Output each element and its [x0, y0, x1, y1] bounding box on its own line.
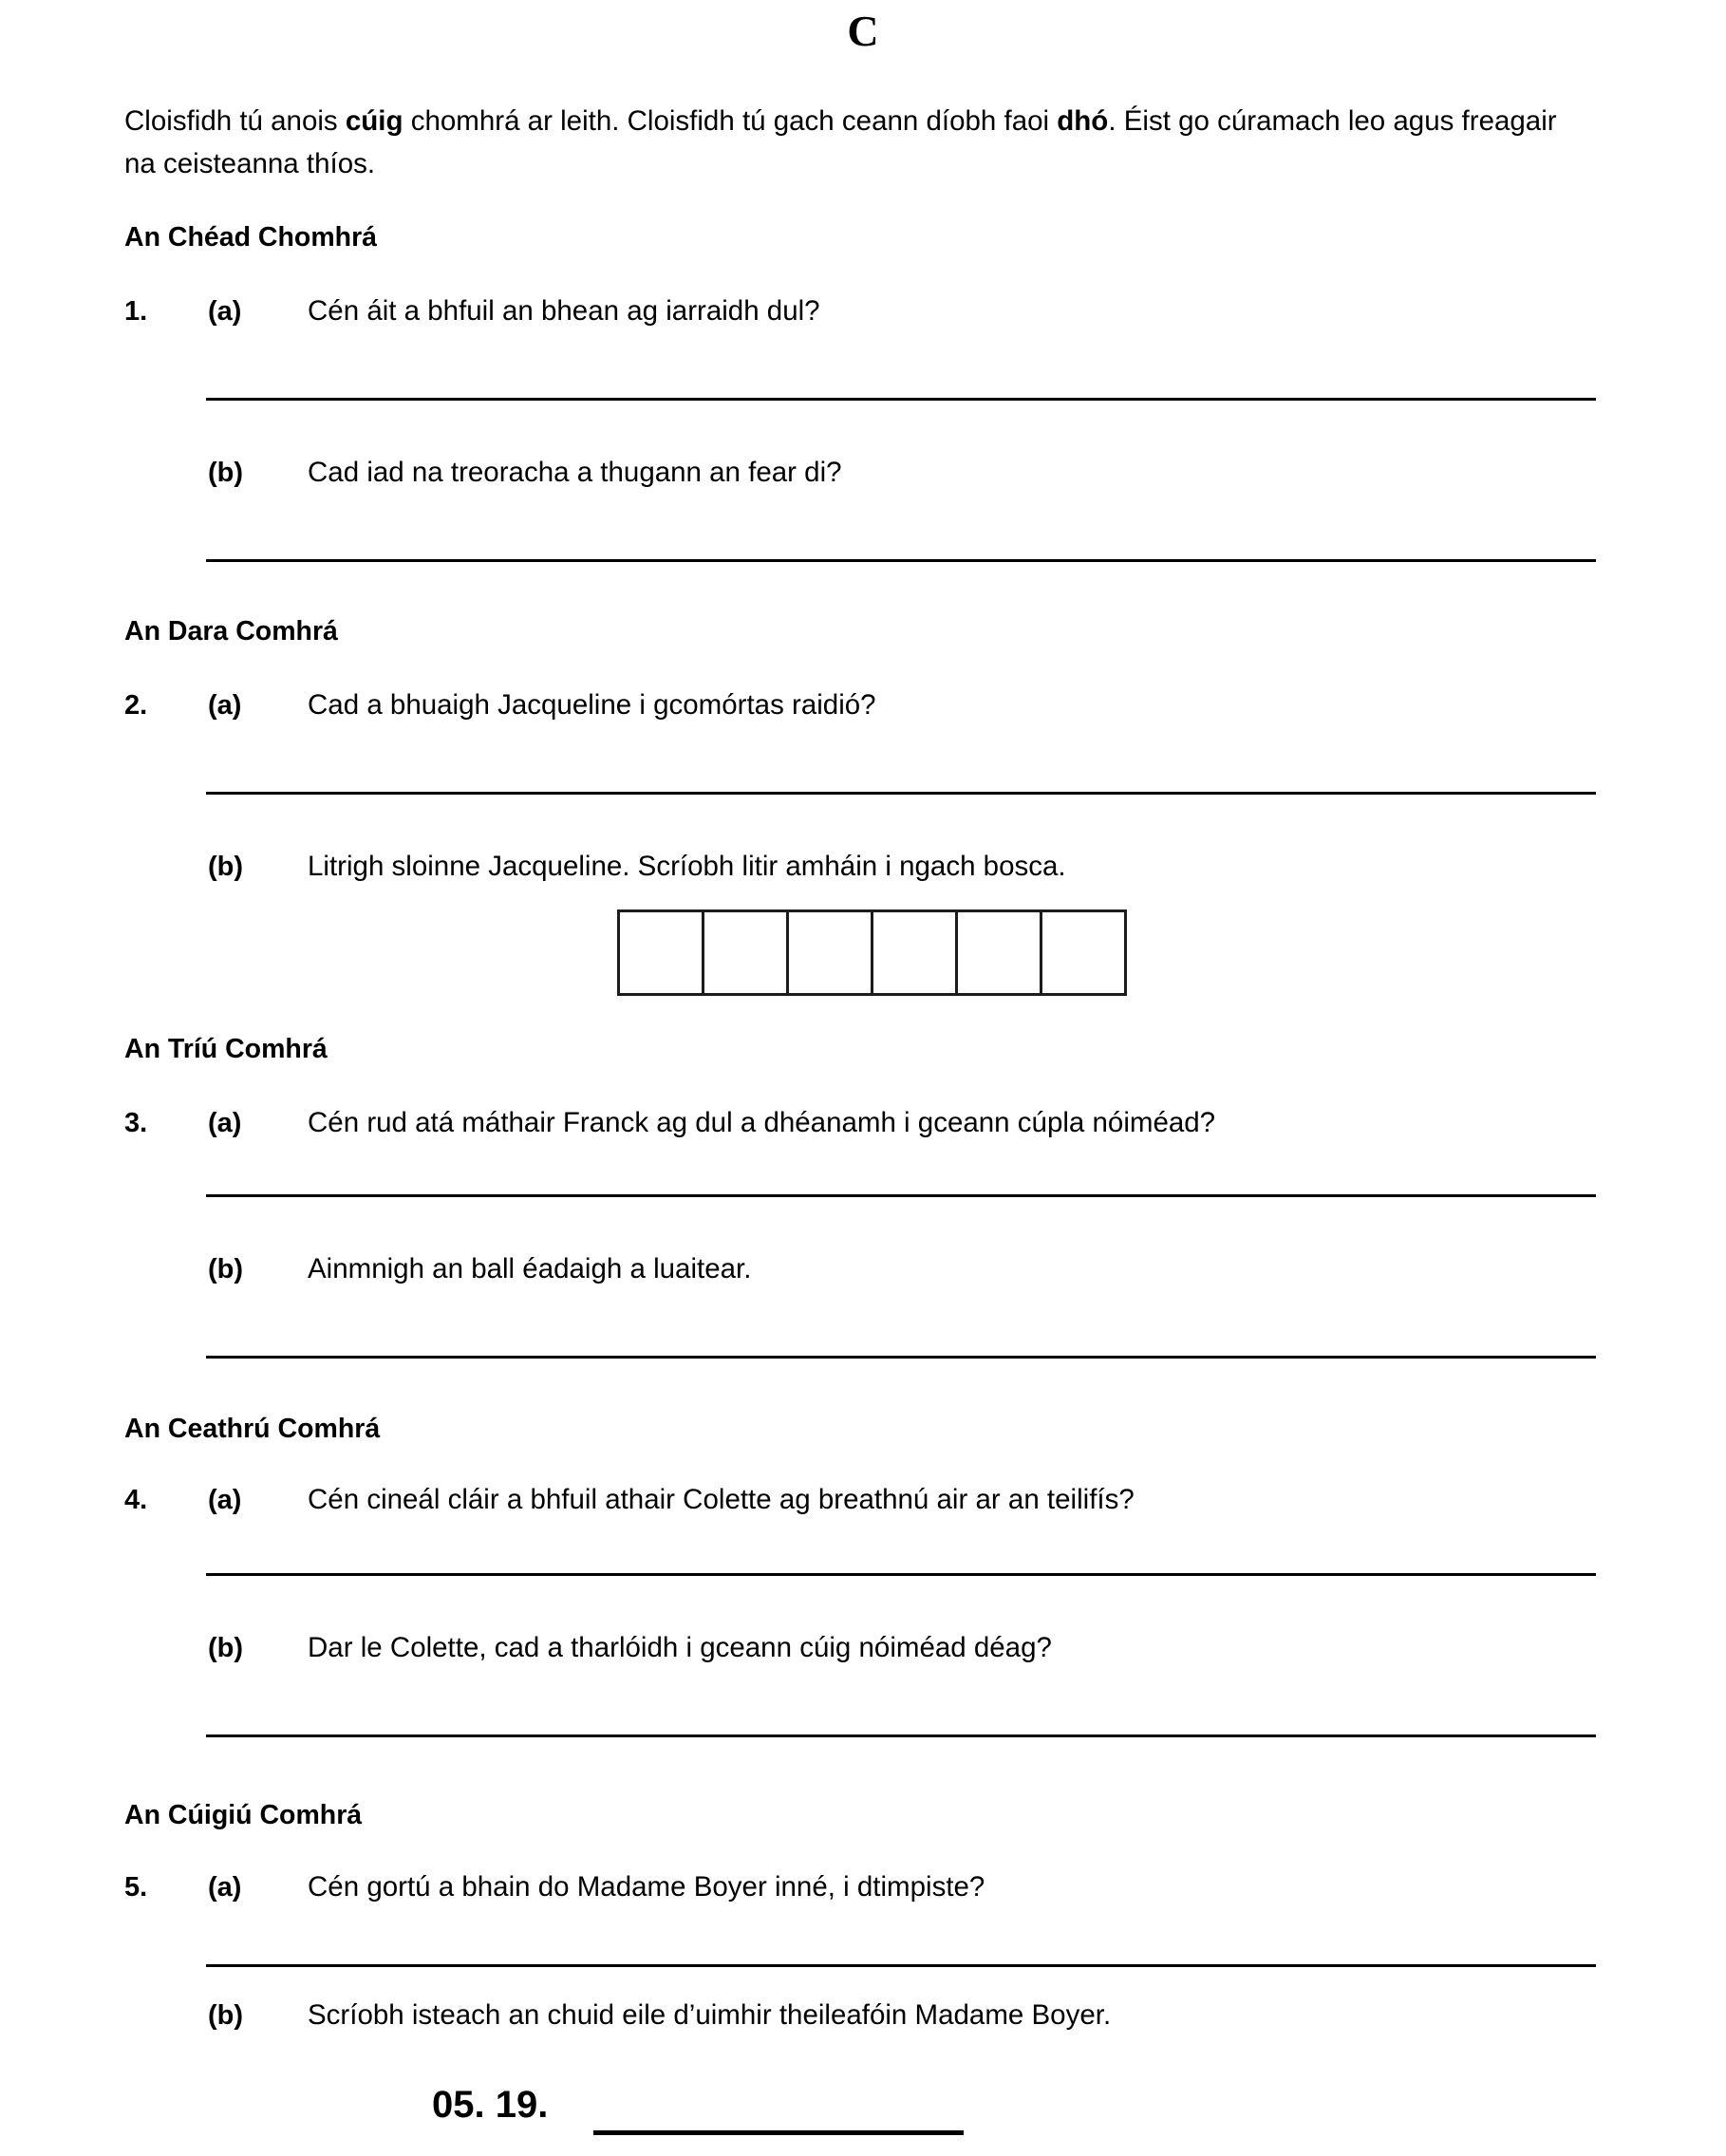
answer-line-1b[interactable] [206, 559, 1596, 562]
letter-box-cell[interactable] [704, 909, 789, 996]
question-label-1a: (a) [208, 296, 242, 327]
answer-line-2a[interactable] [206, 792, 1596, 795]
answer-line-4b[interactable] [206, 1734, 1596, 1737]
intro-paragraph [124, 100, 1591, 185]
section-heading-2: An Dara Comhrá [124, 616, 338, 647]
question-label-4b: (b) [208, 1633, 244, 1663]
question-label-2b: (b) [208, 852, 244, 882]
question-2a-row [124, 686, 1605, 724]
answer-line-3b[interactable] [206, 1356, 1596, 1359]
question-number-3: 3. [124, 1108, 148, 1138]
question-1a-row [124, 292, 1605, 330]
section-heading-5: An Cúigiú Comhrá [124, 1800, 363, 1830]
question-2b-row [124, 848, 1605, 886]
answer-line-5a[interactable] [206, 1964, 1596, 1967]
answer-line-3a[interactable] [206, 1194, 1596, 1197]
question-text-1a: Cén áit a bhfuil an bhean ag iarraidh dul? [308, 295, 820, 327]
phone-number-blank-line[interactable] [593, 2130, 964, 2135]
question-number-1: 1. [124, 296, 148, 327]
question-number-4: 4. [124, 1485, 148, 1515]
question-text-5b: Scríobh isteach an chuid eile d’uimhir theileafóin Madame Boyer. [308, 1999, 1112, 2031]
question-text-2a: Cad a bhuaigh Jacqueline i gcomórtas raidió? [308, 689, 876, 721]
question-label-1b: (b) [208, 458, 244, 488]
question-text-5a: Cén gortú a bhain do Madame Boyer inné, i dtimpiste? [308, 1871, 985, 1903]
question-4a-row [124, 1481, 1605, 1519]
question-3b-row [124, 1250, 1605, 1288]
question-text-3a: Cén rud atá máthair Franck ag dul a dhéanamh i gceann cúpla nóiméad? [308, 1107, 1216, 1138]
spelling-letter-box-grid [617, 909, 1127, 996]
intro-text-suffix: . Éist go cúramach leo agus freagair na ceisteanna thíos. [124, 105, 1557, 179]
question-text-4b: Dar le Colette, cad a tharlóidh i gceann cúig nóiméad déag? [308, 1632, 1052, 1663]
phone-number-prefix: 05. 19. [432, 2084, 549, 2126]
answer-line-1a[interactable] [206, 398, 1596, 401]
question-1b-row [124, 454, 1605, 492]
question-text-1b: Cad iad na treoracha a thugann an fear di? [308, 457, 842, 488]
letter-box-cell[interactable] [789, 909, 873, 996]
question-number-5: 5. [124, 1872, 148, 1903]
question-label-4a: (a) [208, 1485, 242, 1515]
page-title: C [847, 7, 879, 55]
question-label-3a: (a) [208, 1108, 242, 1138]
letter-box-cell[interactable] [620, 909, 704, 996]
question-3a-row [124, 1104, 1605, 1142]
letter-box-cell[interactable] [873, 909, 958, 996]
answer-line-4a[interactable] [206, 1573, 1596, 1576]
letter-box-cell[interactable] [1042, 909, 1127, 996]
question-label-5a: (a) [208, 1872, 242, 1903]
question-text-4a: Cén cineál cláir a bhfuil athair Colette ag breathnú air ar an teilifís? [308, 1484, 1135, 1515]
question-5a-row [124, 1868, 1605, 1906]
question-label-3b: (b) [208, 1254, 244, 1284]
section-heading-3: An Tríú Comhrá [124, 1034, 328, 1064]
question-4b-row [124, 1629, 1605, 1667]
question-text-2b: Litrigh sloinne Jacqueline. Scríobh litir amháin i ngach bosca. [308, 851, 1066, 882]
question-5b-row [124, 1997, 1605, 2034]
question-text-3b: Ainmnigh an ball éadaigh a luaitear. [308, 1253, 752, 1284]
letter-box-cell[interactable] [958, 909, 1042, 996]
question-label-2a: (a) [208, 690, 242, 721]
question-label-5b: (b) [208, 2000, 244, 2031]
question-number-2: 2. [124, 690, 148, 721]
intro-text-prefix: Cloisfidh tú anois [124, 105, 346, 137]
section-heading-1: An Chéad Chomhrá [124, 222, 378, 253]
section-heading-4: An Ceathrú Comhrá [124, 1414, 381, 1444]
intro-text-middle: chomhrá ar leith. Cloisfidh tú gach ceann díobh faoi [403, 105, 1058, 137]
intro-emphasis-cuig: cúig [345, 105, 403, 137]
intro-emphasis-dho: dhó [1057, 105, 1109, 137]
